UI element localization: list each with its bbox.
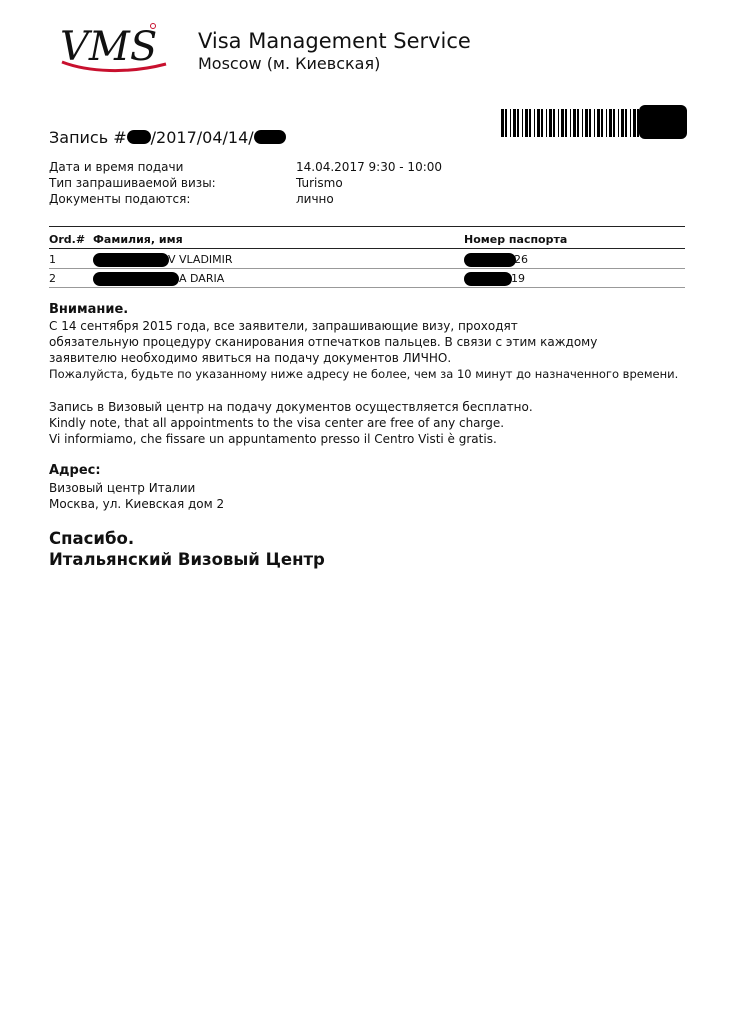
signature-text: Итальянский Визовый Центр xyxy=(49,550,325,569)
row-ord: 1 xyxy=(49,253,56,266)
logo-text: VMS xyxy=(60,24,158,70)
free-note-line: Запись в Визовый центр на подачу документов осуществляется бесплатно. xyxy=(49,400,533,414)
notice-line: обязательную процедуру сканирования отпечатков пальцев. В связи с этим каждому xyxy=(49,335,598,349)
row-name: A DARIA xyxy=(179,272,225,285)
barcode-bar xyxy=(606,109,607,137)
notice-line: заявителю необходимо явиться на подачу документов ЛИЧНО. xyxy=(49,351,452,365)
notice-line: Пожалуйста, будьте по указанному ниже адресу не более, чем за 10 минут до назначенного времени. xyxy=(49,367,679,381)
table-top-rule xyxy=(49,226,685,227)
table-header-rule xyxy=(49,248,685,249)
barcode-bar xyxy=(573,109,576,137)
barcode-redaction xyxy=(639,105,687,139)
barcode-bar xyxy=(546,109,547,137)
barcode-bar xyxy=(630,109,631,137)
booking-prefix: Запись # xyxy=(49,128,127,147)
detail-label: Документы подаются: xyxy=(49,192,191,206)
barcode-bar xyxy=(505,109,507,137)
org-title: Visa Management Service xyxy=(198,29,471,53)
barcode xyxy=(499,103,687,139)
booking-number xyxy=(49,128,286,147)
barcode-bar xyxy=(513,109,516,137)
barcode-bar xyxy=(529,109,531,137)
redaction xyxy=(464,272,512,286)
row-divider xyxy=(49,268,685,269)
vms-logo-graphic xyxy=(58,20,173,80)
barcode-bar xyxy=(582,109,583,137)
barcode-bar xyxy=(541,109,543,137)
column-header-ord: Ord.# xyxy=(49,233,86,246)
barcode-bar xyxy=(522,109,523,137)
detail-value: 14.04.2017 9:30 - 10:00 xyxy=(296,160,443,174)
barcode-bar xyxy=(570,109,571,137)
barcode-bar xyxy=(609,109,612,137)
redaction xyxy=(93,272,179,286)
thanks-text: Спасибо. xyxy=(49,529,135,548)
detail-label: Тип запрашиваемой визы: xyxy=(49,176,216,190)
barcode-bar xyxy=(597,109,600,137)
row-name: V VLADIMIR xyxy=(168,253,233,266)
barcode-bar xyxy=(553,109,555,137)
detail-value: Turismo xyxy=(296,176,343,190)
barcode-bar xyxy=(510,109,511,137)
notice-heading: Внимание. xyxy=(49,302,129,317)
barcode-bar xyxy=(585,109,588,137)
barcode-bar xyxy=(618,109,619,137)
address-line: Москва, ул. Киевская дом 2 xyxy=(49,497,225,511)
barcode-bar xyxy=(561,109,564,137)
column-header-name: Фамилия, имя xyxy=(93,233,183,246)
redaction xyxy=(464,253,516,267)
redaction xyxy=(127,130,151,144)
barcode-bar xyxy=(589,109,591,137)
notice-line: С 14 сентября 2015 года, все заявители, запрашивающие визу, проходят xyxy=(49,319,518,333)
barcode-bar xyxy=(534,109,535,137)
detail-value: лично xyxy=(296,192,334,206)
barcode-bar xyxy=(625,109,627,137)
barcode-bar xyxy=(637,109,639,137)
barcode-bar xyxy=(501,109,504,137)
barcode-bar xyxy=(558,109,559,137)
barcode-bar xyxy=(621,109,624,137)
row-passport: 26 xyxy=(514,253,528,266)
free-note-line: Vi informiamo, che fissare un appuntamento presso il Centro Visti è gratis. xyxy=(49,432,497,446)
redaction xyxy=(254,130,286,144)
barcode-bar xyxy=(517,109,519,137)
row-ord: 2 xyxy=(49,272,56,285)
barcode-bar xyxy=(613,109,615,137)
vms-logo xyxy=(58,20,173,80)
column-header-passport: Номер паспорта xyxy=(464,233,568,246)
barcode-bar xyxy=(594,109,595,137)
barcode-bar xyxy=(537,109,540,137)
barcode-bar xyxy=(525,109,528,137)
table-bottom-rule xyxy=(49,287,685,288)
address-heading: Адрес: xyxy=(49,463,101,478)
detail-label: Дата и время подачи xyxy=(49,160,184,174)
address-line: Визовый центр Италии xyxy=(49,481,196,495)
org-subtitle: Moscow (м. Киевская) xyxy=(198,54,381,73)
barcode-bar xyxy=(565,109,567,137)
barcode-bar xyxy=(601,109,603,137)
barcode-bar xyxy=(577,109,579,137)
row-passport: 19 xyxy=(511,272,525,285)
barcode-bar xyxy=(633,109,636,137)
barcode-bar xyxy=(549,109,552,137)
redaction xyxy=(93,253,169,267)
booking-date: /2017/04/14/ xyxy=(150,128,254,147)
free-note-line: Kindly note, that all appointments to the visa center are free of any charge. xyxy=(49,416,505,430)
